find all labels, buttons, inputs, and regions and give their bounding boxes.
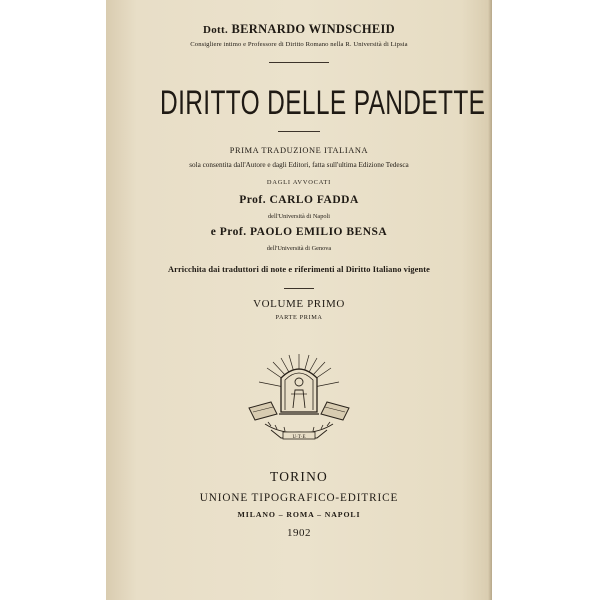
volume-label: VOLUME PRIMO bbox=[253, 298, 345, 310]
author-prefix: Dott. bbox=[203, 24, 229, 36]
enrichment-note: Arricchita dai traduttori di note e riferimenti al Diritto Italiano vigente bbox=[168, 265, 430, 274]
imprint-cities: MILANO – ROMA – NAPOLI bbox=[237, 510, 361, 519]
translation-note: sola consentita dall'Autore e dagli Editori, fatta sull'ultima Edizione Tedesca bbox=[189, 161, 409, 169]
translator-1-affiliation: dell'Università di Napoli bbox=[268, 213, 330, 220]
translator-2: e Prof. PAOLO EMILIO BENSA bbox=[210, 226, 388, 238]
divider-top bbox=[269, 62, 329, 63]
author-name: BERNARDO WINDSCHEID bbox=[231, 22, 395, 36]
title-page bbox=[106, 0, 492, 600]
imprint-year: 1902 bbox=[287, 527, 311, 539]
part-label: PARTE PRIMA bbox=[275, 314, 323, 321]
author-line bbox=[106, 22, 492, 37]
translation-heading: PRIMA TRADUZIONE ITALIANA bbox=[229, 146, 369, 155]
translator-1: Prof. CARLO FADDA bbox=[239, 194, 359, 206]
divider-title bbox=[278, 131, 320, 132]
publisher-emblem-icon bbox=[241, 350, 357, 442]
book-title: DIRITTO DELLE PANDETTE bbox=[160, 84, 486, 122]
emblem-motto: U·T·E bbox=[292, 435, 306, 440]
imprint-city: TORINO bbox=[270, 469, 328, 484]
imprint-publisher: UNIONE TIPOGRAFICO-EDITRICE bbox=[199, 492, 399, 504]
translators-label: DAGLI AVVOCATI bbox=[266, 179, 332, 186]
translator-2-affiliation: dell'Università di Genova bbox=[266, 245, 332, 252]
divider-volume bbox=[284, 288, 314, 289]
author-role: Consigliere intimo e Professore di Diritto Romano nella R. Università di Lipsia bbox=[190, 41, 408, 48]
